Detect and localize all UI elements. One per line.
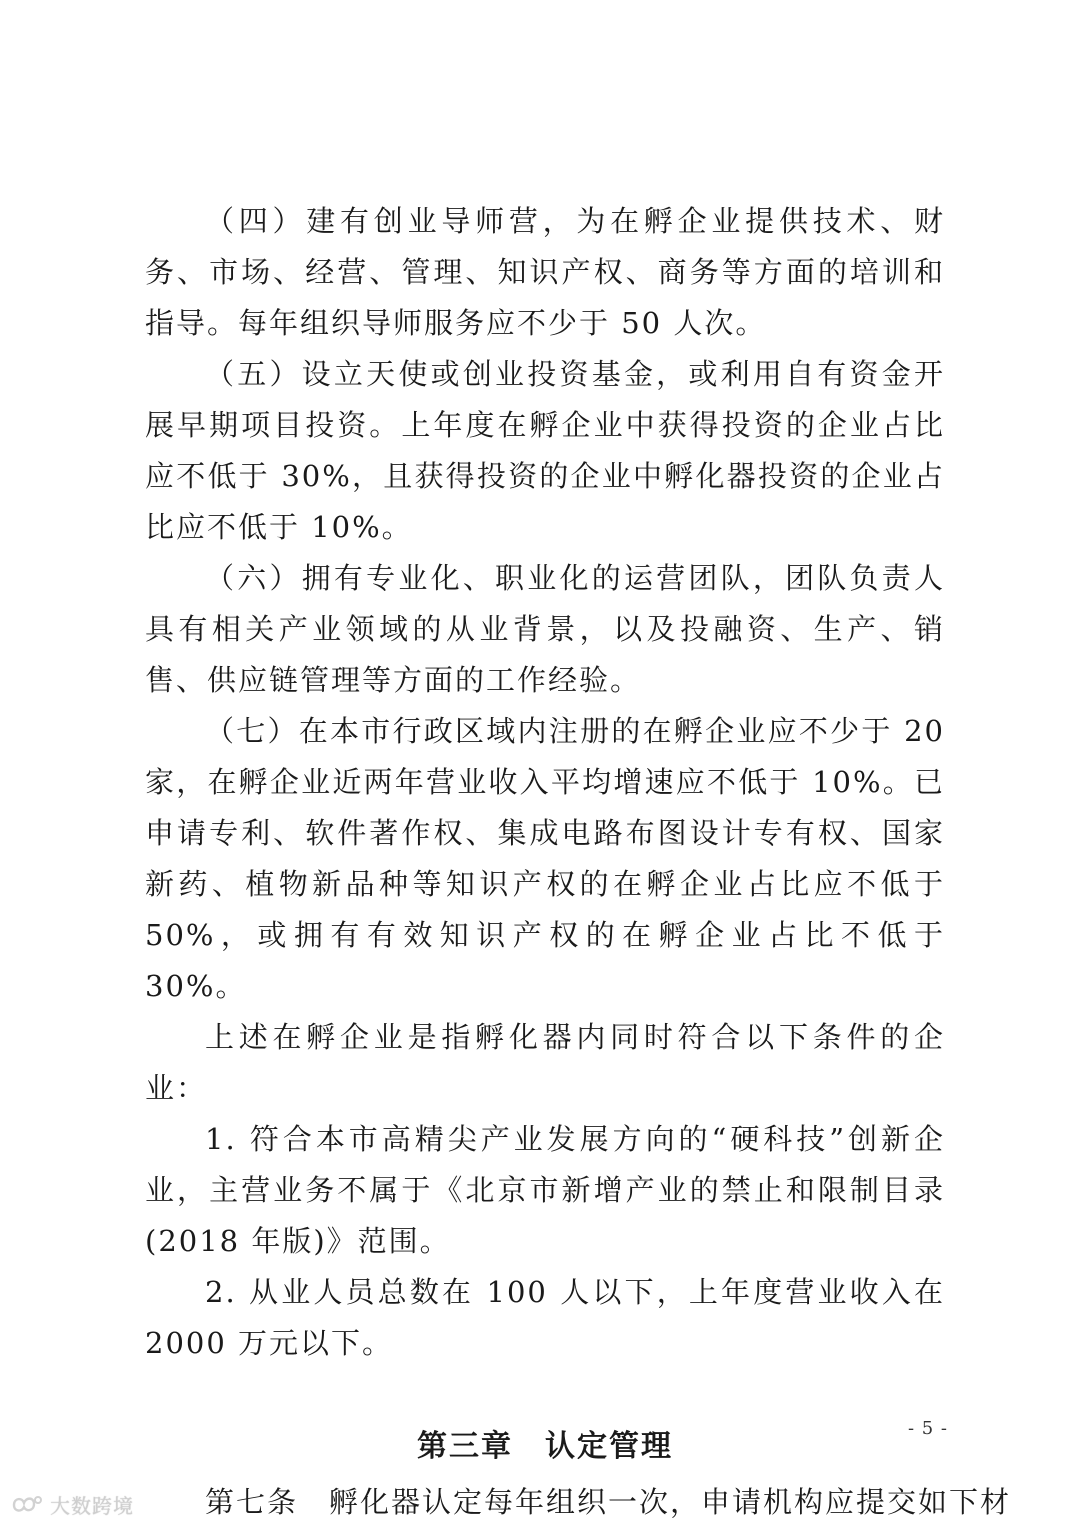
document-body <box>145 196 1012 1528</box>
paragraph-item-7: （七）在本市行政区域内注册的在孵企业应不少于 20 家，在孵企业近两年营业收入平均增速应不低于 10%。已申请专利、软件著作权、集成电路布图设计专有权、国家新药、植物新品种等知识产权的在孵企业占比应不低于 50%，或拥有有效知识产权的在孵企业占比不低于 30%。 <box>145 714 945 1003</box>
page-number: - 5 - <box>907 1418 948 1439</box>
brand-logo-icon <box>10 1494 44 1516</box>
paragraph-incubated-definition: 上述在孵企业是指孵化器内同时符合以下条件的企业： <box>145 1020 945 1105</box>
paragraph-item-5: （五）设立天使或创业投资基金，或利用自有资金开展早期项目投资。上年度在孵企业中获得投资的企业占比应不低于 30%，且获得投资的企业中孵化器投资的企业占比应不低于 10%。 <box>145 357 945 544</box>
article-seven-line: 第七条 孵化器认定每年组织一次，申请机构应提交如下材 <box>205 1485 1012 1519</box>
paragraph-condition-2: 2. 从业人员总数在 100 人以下，上年度营业收入在 2000 万元以下。 <box>145 1275 945 1360</box>
watermark-text: 大数跨境 <box>50 1494 134 1518</box>
paragraph-condition-1: 1. 符合本市高精尖产业发展方向的“硬科技”创新企业，主营业务不属于《北京市新增产业的禁止和限制目录(2018 年版)》范围。 <box>145 1122 945 1258</box>
paragraph-item-6: （六）拥有专业化、职业化的运营团队，团队负责人具有相关产业领域的从业背景，以及投融资、生产、销售、供应链管理等方面的工作经验。 <box>145 561 945 697</box>
chapter-heading: 第三章 认定管理 <box>417 1429 673 1464</box>
watermark <box>10 1490 134 1519</box>
paragraph-item-4: （四）建有创业导师营，为在孵企业提供技术、财务、市场、经营、管理、知识产权、商务等方面的培训和指导。每年组织导师服务应不少于 50 人次。 <box>145 204 945 340</box>
